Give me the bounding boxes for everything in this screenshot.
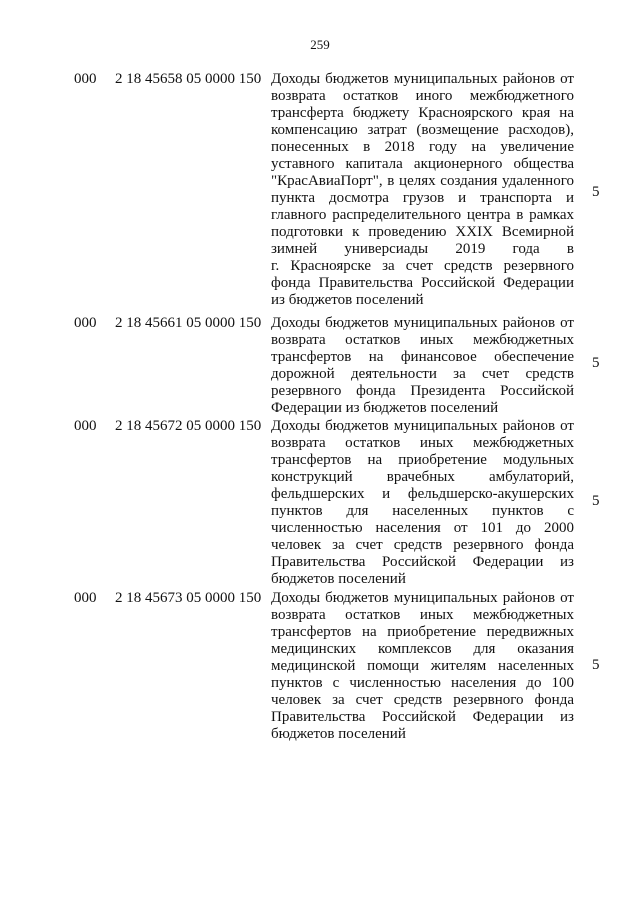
- budget-row: [0, 71, 640, 311]
- description-line: компенсацию затрат (возмещение расходов),: [271, 122, 574, 138]
- description-line: пунктов с численностью населения до 100: [271, 675, 574, 691]
- page-number: 259: [310, 37, 330, 52]
- budget-classification-code: 2 18 45661 05 0000 150: [115, 315, 262, 331]
- description-line: пункта досмотра грузов и транспорта и: [271, 190, 574, 206]
- description-line: конструкций врачебных амбулаторий,: [271, 469, 574, 485]
- description-line: уставного капитала акционерного общества: [271, 156, 574, 172]
- description-line: медицинской помощи жителям населенных: [271, 658, 574, 674]
- description-line: Правительства Российской Федерации из: [271, 554, 574, 570]
- amount-value: 5: [592, 355, 600, 371]
- description-line: бюджетов поселений: [271, 726, 406, 742]
- description-line: трансфертов на приобретение модульных: [271, 452, 574, 468]
- budget-row: [0, 418, 640, 590]
- description-line: подготовки к проведению XXIX Всемирной: [271, 224, 574, 240]
- row-description: [271, 418, 574, 588]
- budget-row: [0, 315, 640, 419]
- description-line: медицинских комплексов для оказания: [271, 641, 574, 657]
- description-line: трансферта бюджету Красноярского края на: [271, 105, 574, 121]
- row-description: [271, 315, 574, 417]
- code-prefix: 000: [74, 71, 97, 87]
- amount-value: 5: [592, 493, 600, 509]
- code-prefix: 000: [74, 315, 97, 331]
- budget-row: [0, 590, 640, 745]
- description-line: г. Красноярске за счет средств резервного: [271, 258, 574, 274]
- description-line: Федерации из бюджетов поселений: [271, 400, 499, 416]
- description-line: Доходы бюджетов муниципальных районов от: [271, 71, 574, 87]
- description-line: численностью населения от 101 до 2000: [271, 520, 574, 536]
- description-line: Доходы бюджетов муниципальных районов от: [271, 315, 574, 331]
- budget-classification-code: 2 18 45672 05 0000 150: [115, 418, 262, 434]
- description-line: фонда Правительства Российской Федерации: [271, 275, 574, 291]
- description-line: из бюджетов поселений: [271, 292, 424, 308]
- description-line: Доходы бюджетов муниципальных районов от: [271, 590, 574, 606]
- description-line: понесенных в 2018 году на увеличение: [271, 139, 574, 155]
- description-line: резервного фонда Президента Российской: [271, 383, 574, 399]
- amount-value: 5: [592, 184, 600, 200]
- row-description: [271, 590, 574, 743]
- description-line: человек за счет средств резервного фонда: [271, 537, 574, 553]
- description-line: дорожной деятельности за счет средств: [271, 366, 574, 382]
- amount-value: 5: [592, 657, 600, 673]
- description-line: трансфертов на финансовое обеспечение: [271, 349, 574, 365]
- description-line: фельдшерских и фельдшерско-акушерских: [271, 486, 574, 502]
- description-line: возврата остатков иных межбюджетных: [271, 435, 574, 451]
- description-line: возврата остатков иных межбюджетных: [271, 607, 574, 623]
- description-line: зимней универсиады 2019 года в: [271, 241, 574, 257]
- budget-classification-code: 2 18 45658 05 0000 150: [115, 71, 262, 87]
- description-line: Правительства Российской Федерации из: [271, 709, 574, 725]
- code-prefix: 000: [74, 418, 97, 434]
- budget-classification-code: 2 18 45673 05 0000 150: [115, 590, 262, 606]
- row-description: [271, 71, 574, 309]
- description-line: "КрасАвиаПорт", в целях создания удаленного: [271, 173, 574, 189]
- description-line: возврата остатков иного межбюджетного: [271, 88, 574, 104]
- description-line: возврата остатков иных межбюджетных: [271, 332, 574, 348]
- description-line: главного распределительного центра в рамках: [271, 207, 574, 223]
- description-line: бюджетов поселений: [271, 571, 406, 587]
- code-prefix: 000: [74, 590, 97, 606]
- description-line: человек за счет средств резервного фонда: [271, 692, 574, 708]
- description-line: пунктов для населенных пунктов с: [271, 503, 574, 519]
- description-line: трансфертов на приобретение передвижных: [271, 624, 574, 640]
- description-line: Доходы бюджетов муниципальных районов от: [271, 418, 574, 434]
